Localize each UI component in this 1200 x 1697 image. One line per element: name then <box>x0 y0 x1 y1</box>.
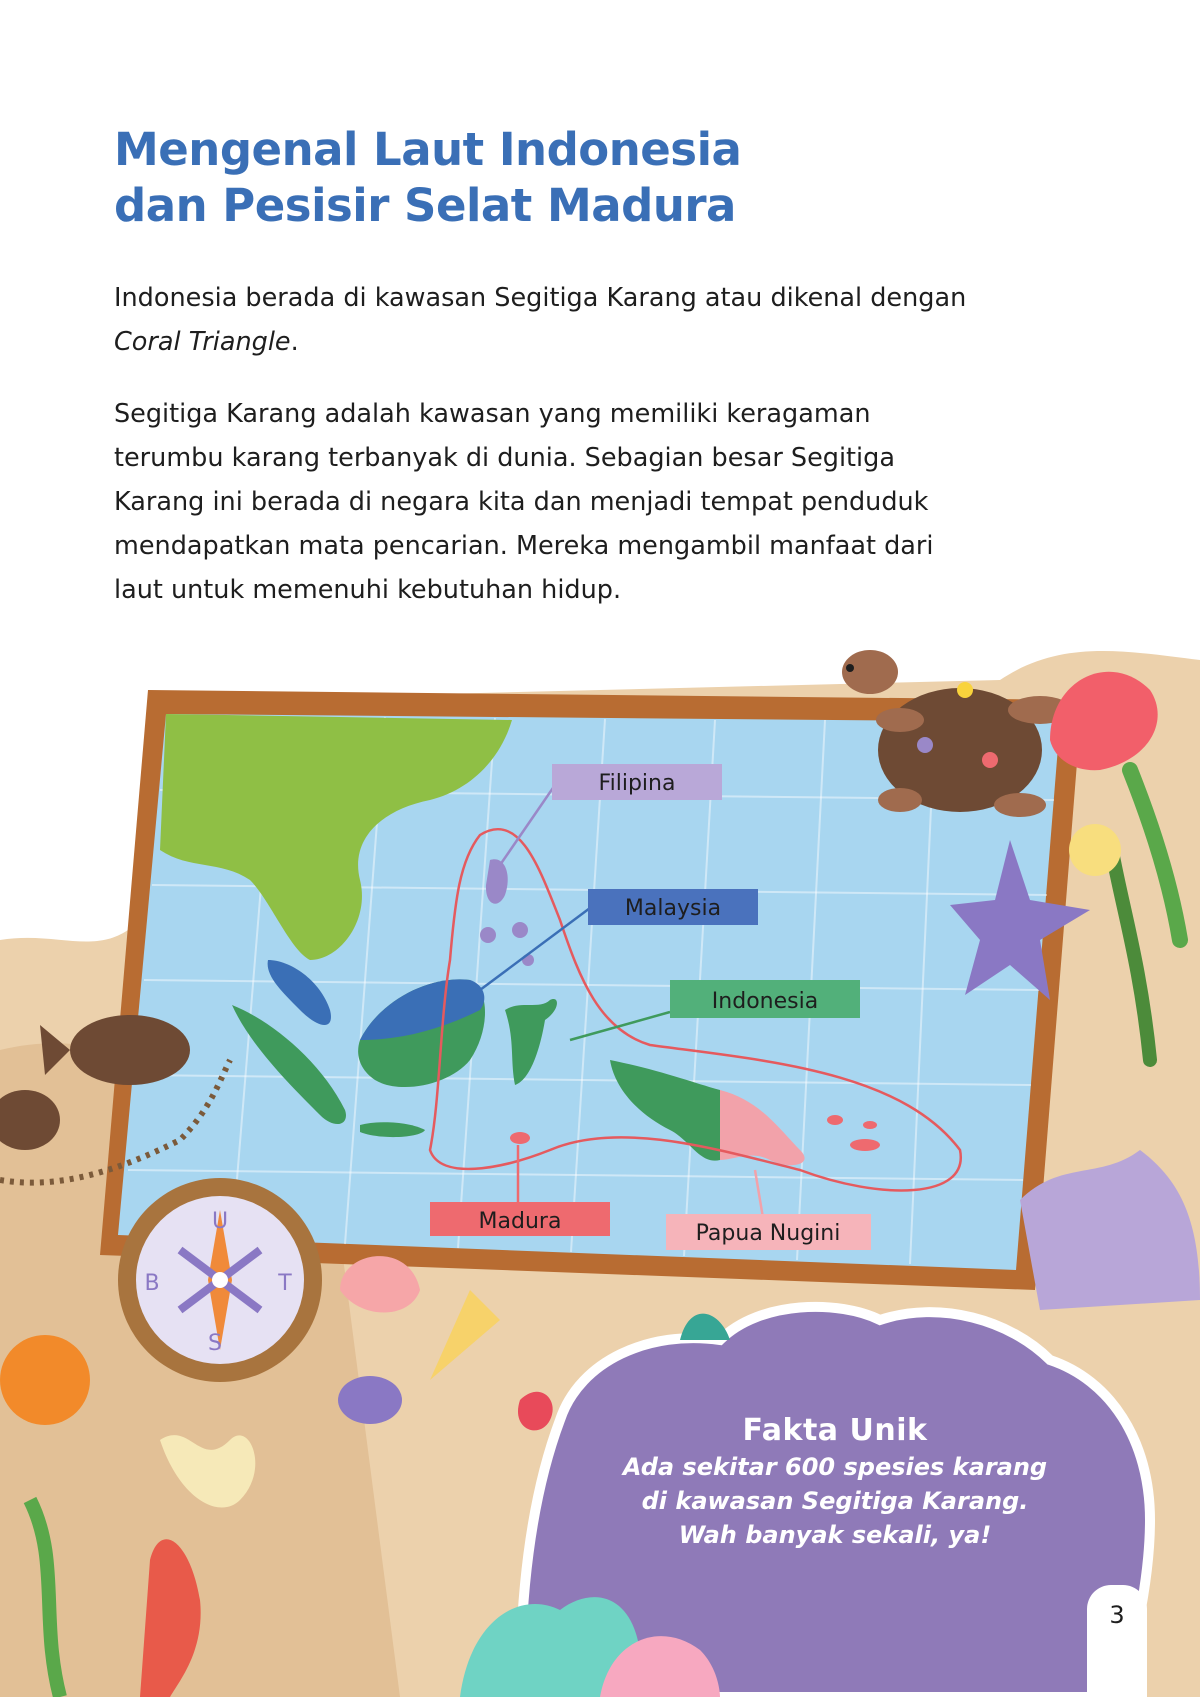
fakta-title: Fakta Unik <box>742 1413 928 1448</box>
clam-shell <box>338 1376 402 1424</box>
page-title <box>114 122 741 234</box>
compass-south: S <box>208 1331 222 1356</box>
compass-decoration <box>118 1178 322 1382</box>
compass-east: T <box>278 1271 292 1296</box>
title-line-2: dan Pesisir Selat Madura <box>114 179 736 232</box>
compass-west: B <box>144 1271 160 1296</box>
snail-shell <box>0 1335 90 1425</box>
fakta-line-3: Wah banyak sekali, ya! <box>678 1521 992 1549</box>
fakta-body <box>600 1450 1070 1552</box>
body-paragraph: Segitiga Karang adalah kawasan yang memiliki keragaman terumbu karang terbanyak di dunia. Sebagian besar Segitiga Karang ini berada di negara kita dan menjadi tempat penduduk mendapatkan mata pencarian. Mereka mengambil manfaat dari laut untuk memenuhi kebutuhan hidup. <box>114 399 934 605</box>
compass-north: U <box>211 1209 229 1234</box>
fakta-line-2: di kawasan Segitiga Karang. <box>641 1487 1029 1515</box>
intro-tail: . <box>290 327 299 357</box>
page-number: 3 <box>1109 1601 1125 1629</box>
madura-island <box>510 1132 530 1144</box>
fakta-unik-box <box>600 1412 1070 1552</box>
title-line-1: Mengenal Laut Indonesia <box>114 123 742 176</box>
page-number-tab <box>1087 1585 1147 1697</box>
filipina-label: Filipina <box>598 771 676 796</box>
malaysia-label: Malaysia <box>624 896 722 921</box>
fakta-line-1: Ada sekitar 600 spesies karang <box>622 1453 1048 1481</box>
papua-label: Papua Nugini <box>695 1221 841 1246</box>
madura-label: Madura <box>478 1209 562 1234</box>
indonesia-label: Indonesia <box>711 989 819 1014</box>
intro-line-1: Indonesia berada di kawasan Segitiga Karang atau dikenal dengan <box>114 283 967 313</box>
intro-italic-term: Coral Triangle <box>114 327 291 357</box>
intro-paragraph <box>114 276 974 364</box>
